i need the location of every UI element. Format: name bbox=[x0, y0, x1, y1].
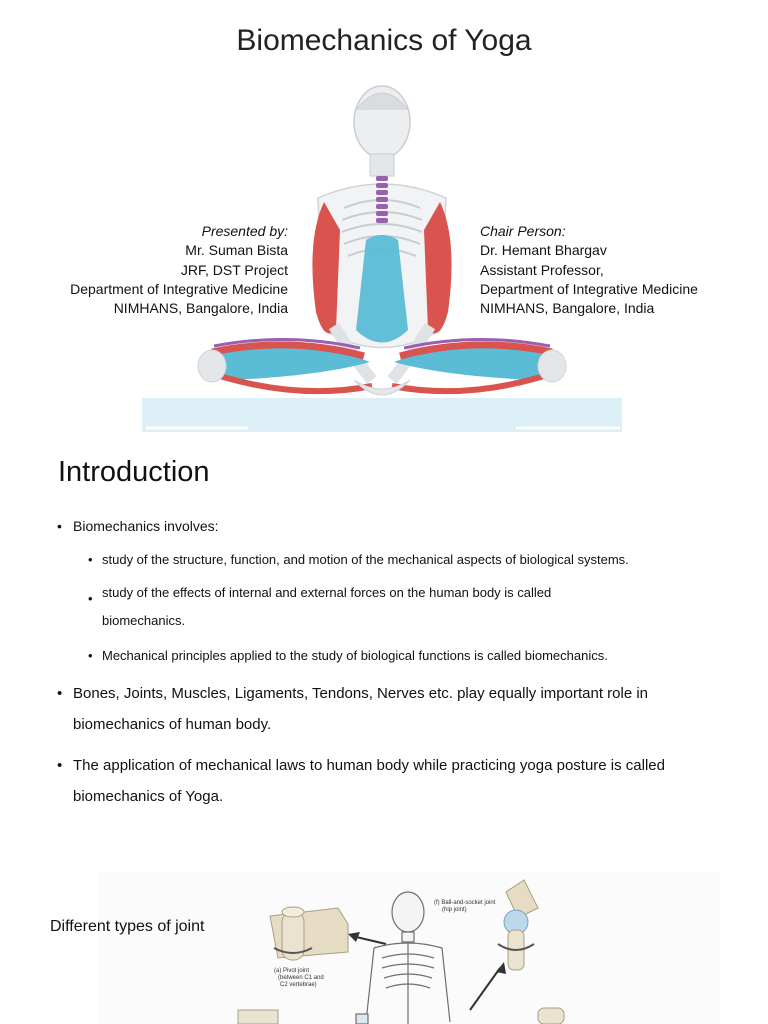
head bbox=[354, 86, 410, 176]
slide-title: Biomechanics of Yoga bbox=[236, 24, 532, 57]
pivot-label: (a) Pivot joint bbox=[274, 968, 310, 974]
sub-bullet-item bbox=[88, 585, 552, 635]
joint-types-illustration bbox=[98, 872, 720, 1024]
bullet-text-line2: biomechanics of human body. bbox=[73, 716, 272, 733]
title-slide bbox=[0, 0, 768, 440]
pivot-sublabel-1: (between C1 and bbox=[278, 975, 324, 981]
joint-types-slide bbox=[0, 868, 768, 1024]
presenter-department: Department of Integrative Medicine bbox=[70, 280, 288, 297]
presenter-name: Mr. Suman Bista bbox=[185, 242, 288, 259]
sub-bullet-text-line2: biomechanics. bbox=[102, 613, 186, 628]
presenter-institution: NIMHANS, Bangalore, India bbox=[113, 300, 288, 317]
ball-socket-sublabel: (hip joint) bbox=[442, 907, 467, 913]
chair-person-block bbox=[480, 222, 698, 318]
bullet-dot: • bbox=[88, 591, 93, 606]
sub-bullet-item bbox=[88, 648, 608, 663]
chair-name: Dr. Hemant Bhargav bbox=[480, 242, 607, 259]
chair-role: Chair Person: bbox=[480, 223, 566, 239]
presenter-role: Presented by: bbox=[201, 223, 288, 239]
bullet-dot: • bbox=[88, 648, 93, 663]
bullet-dot: • bbox=[57, 518, 62, 534]
bullet-item bbox=[57, 678, 649, 740]
slide-heading: Different types of joint bbox=[50, 918, 205, 935]
bullet-text: Biomechanics involves: bbox=[73, 518, 219, 534]
bullet-item bbox=[57, 518, 219, 534]
sub-bullet-item bbox=[88, 552, 629, 567]
sub-bullet-text: Mechanical principles applied to the study of biological functions is called biomechanics. bbox=[102, 648, 608, 663]
bullet-text-line1: The application of mechanical laws to human body while practicing yoga posture is called bbox=[73, 757, 665, 774]
presenter-block bbox=[70, 222, 288, 318]
chair-institution: NIMHANS, Bangalore, India bbox=[480, 300, 655, 317]
introduction-slide bbox=[0, 446, 768, 831]
presenter-position: JRF, DST Project bbox=[180, 261, 288, 278]
bullet-text-line2: biomechanics of Yoga. bbox=[73, 788, 224, 805]
chair-department: Department of Integrative Medicine bbox=[480, 280, 698, 297]
ball-socket-label: (f) Ball-and-socket joint bbox=[434, 900, 496, 906]
chair-position: Assistant Professor, bbox=[480, 261, 604, 278]
sub-bullet-text-line1: study of the effects of internal and external forces on the human body is called bbox=[102, 585, 552, 600]
bullet-dot: • bbox=[57, 685, 63, 702]
bullet-item bbox=[57, 750, 665, 812]
bullet-text-line1: Bones, Joints, Muscles, Ligaments, Tendons, Nerves etc. play equally important role in bbox=[73, 685, 649, 702]
pivot-sublabel-2: C2 vertebrae) bbox=[280, 982, 317, 988]
bullet-dot: • bbox=[57, 757, 63, 774]
bullet-dot: • bbox=[88, 552, 93, 567]
cervical-spine bbox=[376, 176, 388, 223]
sub-bullet-text: study of the structure, function, and motion of the mechanical aspects of biological systems. bbox=[102, 552, 629, 567]
slide-heading: Introduction bbox=[58, 456, 210, 488]
